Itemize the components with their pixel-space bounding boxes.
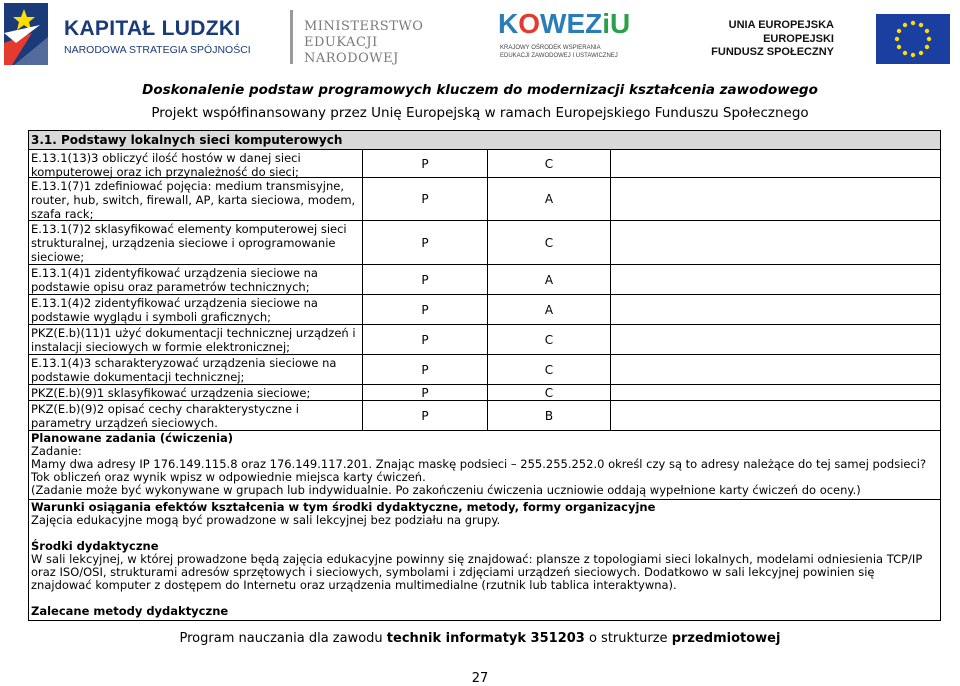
spacer [31,527,938,540]
row-text: PKZ(E.b)(9)1 sklasyfikować urządzenia sieciowe; [29,385,363,400]
row-category: B [488,401,611,430]
footer-structure: przedmiotowej [671,631,781,646]
row-level: P [363,221,488,264]
tasks-label: Zadanie: [31,444,82,458]
row-text: PKZ(E.b)(9)2 opisać cechy charakterystyczne i parametry urządzeń sieciowych. [29,401,363,430]
kowezu-sub-1: KRAJOWY OŚRODEK WSPIERANIA [500,45,601,51]
row-category: C [488,150,611,177]
ministerstwo-bar [290,10,293,64]
row-text: E.13.1(4)2 zidentyfikować urządzenia sieciowe na podstawie wyglądu i symboli graficznych; [29,295,363,324]
page-number: 27 [471,671,489,686]
kowezu-sub-2: EDUKACJI ZAWODOWEJ I USTAWICZNEJ [500,53,618,59]
kapital-ludzki-name: KAPITAŁ LUDZKI [64,17,241,40]
page-footer [0,631,960,646]
eu-flag-icon [876,14,950,64]
row-empty-cell [611,385,940,400]
kowezu-wordmark [498,8,630,40]
row-empty-cell [611,221,940,264]
row-text: E.13.1(7)2 sklasyfikować elementy komputerowej sieci strukturalnej, urządzenia sieciowe i oprogramowanie sieciowe; [29,221,363,264]
curriculum-table [28,130,941,621]
row-level: P [363,325,488,354]
kapital-ludzki-emblem-icon [4,3,60,67]
row-level: P [363,178,488,220]
row-text: E.13.1(13)3 obliczyć ilość hostów w danej sieci komputerowej oraz ich przynależność do sieci; [29,150,363,177]
tasks-block [29,431,940,500]
table-row [29,385,940,401]
table-row [29,401,940,431]
tasks-note: (Zadanie może być wykonywane w grupach lub indywidualnie. Po zakończeniu ćwiczenia uczniowie oddają wypełnione karty ćwiczeń do oceny.) [31,483,861,497]
row-level: P [363,265,488,294]
eu-line-2: EUROPEJSKI [763,33,834,45]
row-category: A [488,265,611,294]
row-level: P [363,150,488,177]
row-category: C [488,355,611,384]
eu-logo [700,14,950,64]
section-heading: 3.1. Podstawy lokalnych sieci komputerowych [29,131,940,150]
ministerstwo-logo [290,4,440,68]
row-empty-cell [611,325,940,354]
row-category: A [488,295,611,324]
eu-stars-icon [876,14,950,64]
footer-profession: technik informatyk 351203 [386,631,585,646]
media-body: W sali lekcyjnej, w której prowadzone będą zajęcia edukacyjne powinny się znajdować: plansze z topologiami sieci lokalnych, modelami odniesienia TCP/IP oraz ISO/OSI, strukturami adresów sprzętowych i sieciowych, symbolami i zdjęciami urządzeń sieciowych. Dodatkowo w sali lekcyjnej powinien się znajdować komputer z dostępem do Internetu oraz urządzenia multimedialne (rzutnik lub tablica interaktywna). [31,552,923,592]
conditions-heading: Warunki osiągania efektów kształcenia w tym środki dydaktyczne, metody, formy organizacyjne [31,500,656,514]
footer-middle: o strukturze [584,631,672,646]
tasks-body: Mamy dwa adresy IP 176.149.115.8 oraz 176.149.117.201. Znając maskę podsieci – 255.255.252.0 określ czy są to adresy należące do tej samej podsieci? Tok obliczeń oraz wynik wpisz w odpowiednie miejsca karty ćwiczeń. [31,457,927,484]
ministerstwo-line-3: NARODOWEJ [304,51,399,66]
kapital-ludzki-subtitle: NARODOWA STRATEGIA SPÓJNOŚCI [64,44,251,56]
kapital-ludzki-logo [4,3,251,69]
eu-line-3: FUNDUSZ SPOŁECZNY [711,46,834,58]
footer-prefix: Program nauczania dla zawodu [179,631,387,646]
kowezu-wez: WEZ [540,8,603,39]
row-category: A [488,178,611,220]
table-row [29,150,940,178]
row-level: P [363,295,488,324]
row-category: C [488,325,611,354]
kowezu-logo [486,4,631,68]
methods-heading: Zalecane metody dydaktyczne [31,604,229,618]
kowezu-iu: iU [602,8,631,39]
row-level: P [363,355,488,384]
row-level: P [363,401,488,430]
table-row [29,355,940,385]
conditions-block [29,500,940,620]
row-category: C [488,385,611,400]
row-text: E.13.1(4)3 scharakteryzować urządzenia sieciowe na podstawie dokumentacji technicznej; [29,355,363,384]
media-heading: Środki dydaktyczne [31,539,159,553]
conditions-body: Zajęcia edukacyjne mogą być prowadzone w sali lekcyjnej bez podziału na grupy. [31,513,501,527]
document-title: Doskonalenie podstaw programowych kluczem do modernizacji kształcenia zawodowego [142,82,818,98]
row-empty-cell [611,401,940,430]
row-empty-cell [611,178,940,220]
row-text: E.13.1(4)1 zidentyfikować urządzenia sieciowe na podstawie opisu oraz parametrów technicznych; [29,265,363,294]
ministerstwo-line-2: EDUKACJI [304,35,378,50]
tasks-heading: Planowane zadania (ćwiczenia) [31,431,234,445]
table-row [29,295,940,325]
table-row [29,325,940,355]
kowezu-o: O [518,8,541,39]
row-text: PKZ(E.b)(11)1 użyć dokumentacji technicznej urządzeń i instalacji sieciowych w formie elektronicznej; [29,325,363,354]
table-row [29,265,940,295]
table-row [29,178,940,221]
row-empty-cell [611,150,940,177]
table-row [29,221,940,265]
row-text: E.13.1(7)1 zdefiniować pojęcia: medium transmisyjne, router, hub, switch, firewall, AP, karta sieciowa, modem, szafa rack; [29,178,363,220]
row-category: C [488,221,611,264]
kowezu-k: K [498,8,519,39]
document-subtitle: Projekt współfinansowany przez Unię Europejską w ramach Europejskiego Funduszu Społecznego [151,105,809,121]
row-empty-cell [611,295,940,324]
logo-band [0,0,960,72]
row-empty-cell [611,355,940,384]
ministerstwo-line-1: MINISTERSTWO [304,19,424,34]
row-level: P [363,385,488,400]
row-empty-cell [611,265,940,294]
eu-line-1: UNIA EUROPEJSKA [728,19,834,31]
